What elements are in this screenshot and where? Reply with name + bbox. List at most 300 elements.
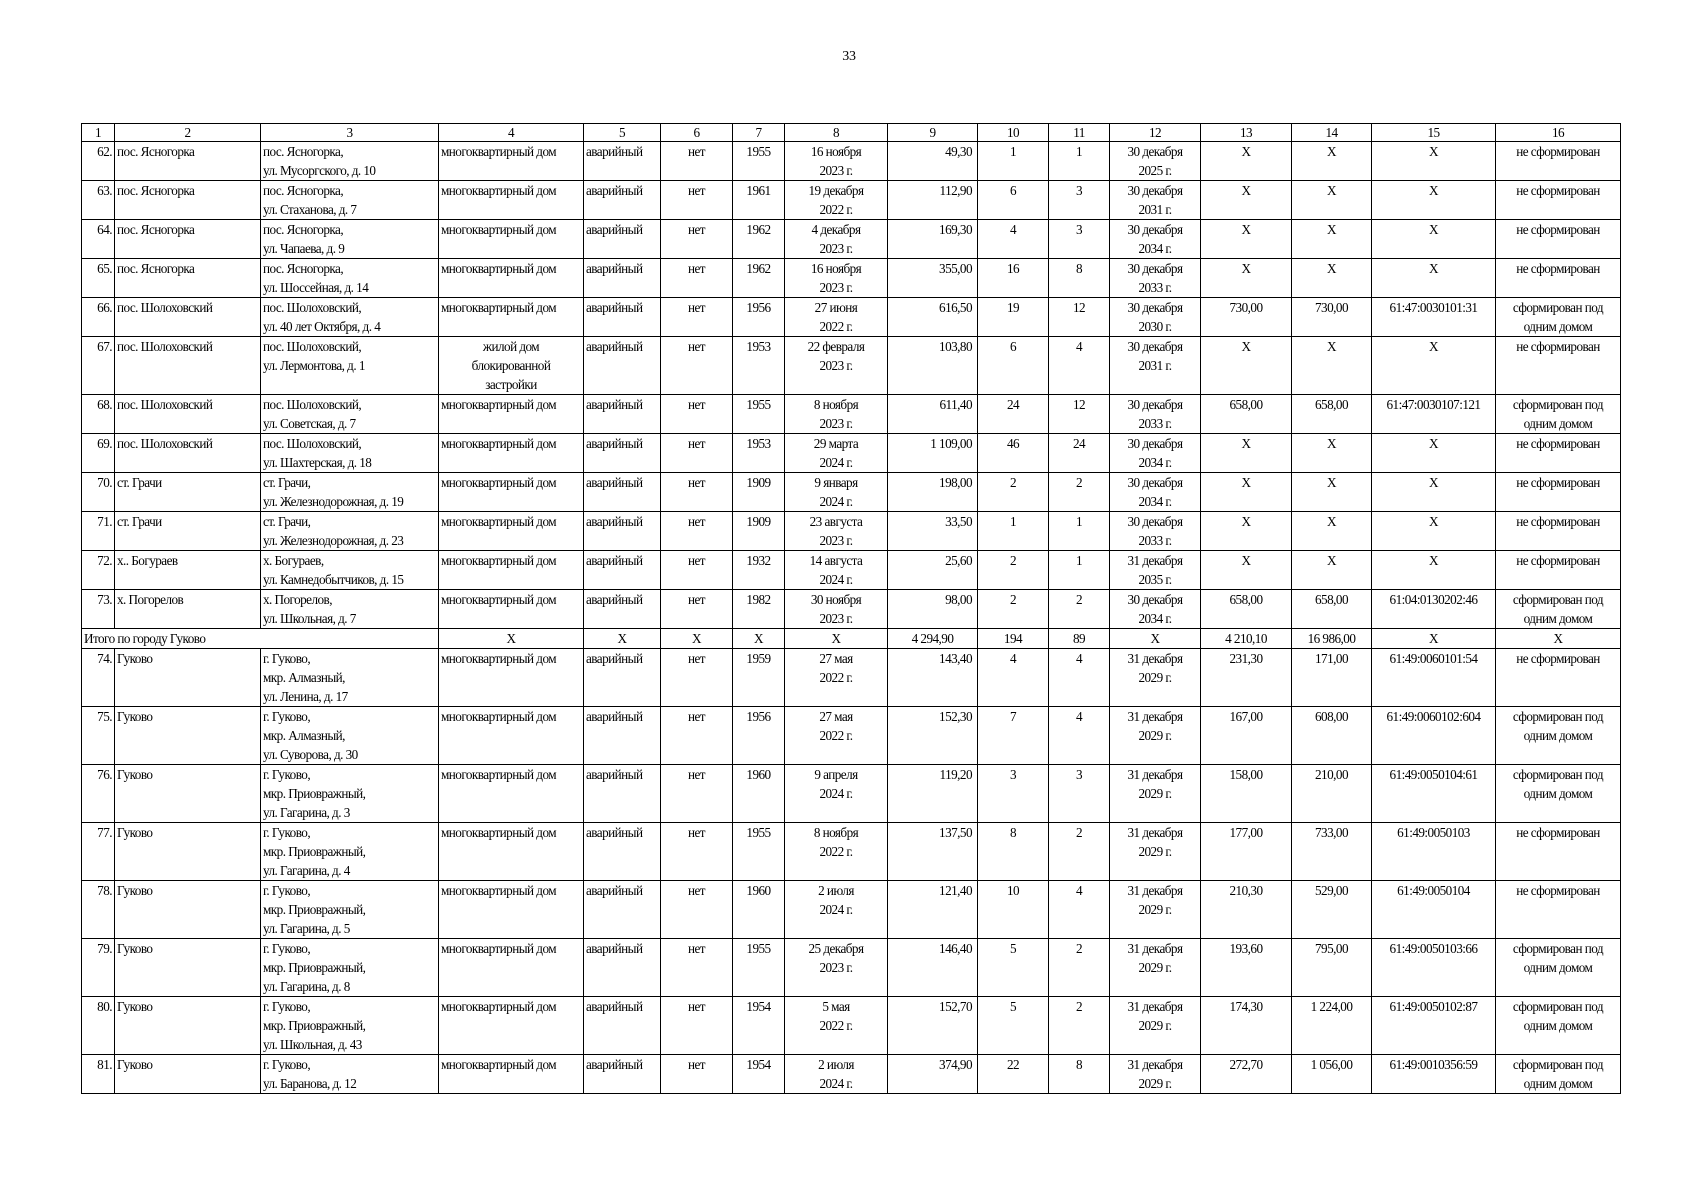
recognition-date-cell-line: 27 мая (819, 651, 853, 666)
column-14-cell: 171,00 (1292, 649, 1372, 707)
table-row (82, 298, 1621, 337)
column-11-cell: 4 (1049, 881, 1110, 939)
area-cell: 611,40 (888, 395, 978, 434)
resettlement-deadline-cell-line: 2031 г. (1138, 202, 1172, 217)
address-cell (261, 939, 439, 997)
column-number-cell: 11 (1049, 124, 1110, 142)
table-row (82, 590, 1621, 629)
column-number-cell: 9 (888, 124, 978, 142)
recognition-date-cell-line: 2024 г. (819, 494, 853, 509)
land-plot-status-cell (1496, 337, 1621, 395)
table-row (82, 823, 1621, 881)
resettlement-deadline-cell (1110, 259, 1201, 298)
recognition-date-cell (785, 997, 888, 1055)
address-cell-line: ул. Лермонтова, д. 1 (263, 358, 365, 373)
column-13-cell: X (1201, 181, 1292, 220)
resettlement-deadline-cell-line: 30 декабря (1127, 514, 1183, 529)
land-plot-status-cell-line: не сформирован (1516, 183, 1600, 198)
column-11-cell: 8 (1049, 259, 1110, 298)
table-row (82, 259, 1621, 298)
locality-cell: ст. Грачи (115, 512, 261, 551)
address-cell (261, 142, 439, 181)
locality-cell: Гуково (115, 881, 261, 939)
building-type-cell-line: многоквартирный дом (441, 592, 557, 607)
column-14-cell: 658,00 (1292, 590, 1372, 629)
recognition-date-cell-line: 2 июля (818, 1057, 854, 1072)
locality-cell: Гуково (115, 1055, 261, 1094)
column-6-cell: нет (661, 1055, 733, 1094)
recognition-date-cell (785, 259, 888, 298)
column-14-cell: X (1292, 142, 1372, 181)
column-10-cell: 6 (978, 181, 1049, 220)
recognition-date-cell (785, 220, 888, 259)
building-type-cell-line: многоквартирный дом (441, 1057, 557, 1072)
land-plot-status-cell-line: сформирован под (1512, 1057, 1604, 1072)
land-plot-status-cell-line: одним домом (1523, 960, 1593, 975)
recognition-date-cell (785, 298, 888, 337)
locality-cell: пос. Ясногорка (115, 142, 261, 181)
column-14-cell: 1 224,00 (1292, 997, 1372, 1055)
locality-cell: Гуково (115, 997, 261, 1055)
resettlement-deadline-cell-line: 30 декабря (1127, 339, 1183, 354)
address-cell (261, 473, 439, 512)
column-10-cell: 5 (978, 997, 1049, 1055)
building-type-cell-line: многоквартирный дом (441, 709, 557, 724)
column-6-cell: нет (661, 142, 733, 181)
column-13-cell: X (1201, 259, 1292, 298)
column-6-cell: нет (661, 707, 733, 765)
table-row (82, 1055, 1621, 1094)
column-14-cell: 658,00 (1292, 395, 1372, 434)
address-cell (261, 649, 439, 707)
resettlement-deadline-cell-line: 31 декабря (1127, 651, 1183, 666)
column-14-cell: X (1292, 181, 1372, 220)
building-type-cell-line: многоквартирный дом (441, 397, 557, 412)
column-10-cell: 4 (978, 220, 1049, 259)
address-cell-line: ул. Шахтерская, д. 18 (263, 455, 372, 470)
land-plot-status-cell (1496, 434, 1621, 473)
address-cell (261, 259, 439, 298)
condition-status-cell: аварийный (584, 881, 661, 939)
column-6-cell: нет (661, 337, 733, 395)
recognition-date-cell (785, 707, 888, 765)
address-cell-line: ст. Грачи, (263, 475, 311, 490)
row-number-cell: 70. (82, 473, 115, 512)
locality-cell: х. Погорелов (115, 590, 261, 629)
recognition-date-cell (785, 551, 888, 590)
resettlement-deadline-cell (1110, 881, 1201, 939)
column-13-cell: X (1201, 434, 1292, 473)
resettlement-deadline-cell-line: 2031 г. (1138, 358, 1172, 373)
area-cell: 103,80 (888, 337, 978, 395)
address-cell (261, 765, 439, 823)
building-type-cell (439, 881, 584, 939)
recognition-date-cell (785, 765, 888, 823)
row-number-cell: 69. (82, 434, 115, 473)
column-6-cell: нет (661, 765, 733, 823)
address-cell-line: мкр. Приовражный, (263, 1018, 366, 1033)
resettlement-deadline-cell-line: 2029 г. (1138, 1018, 1172, 1033)
land-plot-status-cell (1496, 707, 1621, 765)
locality-cell: пос. Шолоховский (115, 395, 261, 434)
land-plot-status-cell (1496, 298, 1621, 337)
resettlement-deadline-cell-line: 2029 г. (1138, 902, 1172, 917)
recognition-date-cell (785, 473, 888, 512)
address-cell (261, 590, 439, 629)
condition-status-cell: аварийный (584, 434, 661, 473)
resettlement-deadline-cell-line: 2029 г. (1138, 960, 1172, 975)
row-number-cell: 63. (82, 181, 115, 220)
recognition-date-cell (785, 939, 888, 997)
cadastral-number-cell: X (1372, 259, 1496, 298)
column-number-cell: 7 (733, 124, 785, 142)
building-type-cell-line: многоквартирный дом (441, 475, 557, 490)
address-cell-line: пос. Шолоховский, (263, 339, 362, 354)
resettlement-deadline-cell-line: 30 декабря (1127, 144, 1183, 159)
condition-status-cell: аварийный (584, 395, 661, 434)
resettlement-deadline-cell-line: 30 декабря (1127, 475, 1183, 490)
address-cell-line: ул. Гагарина, д. 5 (263, 921, 350, 936)
resettlement-deadline-cell-line: 2029 г. (1138, 844, 1172, 859)
area-cell: 355,00 (888, 259, 978, 298)
recognition-date-cell-line: 2023 г. (819, 358, 853, 373)
subtotal-cell: X (439, 629, 584, 649)
address-cell-line: ул. Школьная, д. 7 (263, 611, 356, 626)
column-number-cell: 13 (1201, 124, 1292, 142)
column-13-cell: 658,00 (1201, 395, 1292, 434)
land-plot-status-cell-line: одним домом (1523, 416, 1593, 431)
table-row (82, 512, 1621, 551)
land-plot-status-cell-line: одним домом (1523, 1076, 1593, 1091)
condition-status-cell: аварийный (584, 707, 661, 765)
subtotal-cell: X (661, 629, 733, 649)
construction-year-cell: 1956 (733, 298, 785, 337)
column-10-cell: 1 (978, 142, 1049, 181)
resettlement-deadline-cell-line: 30 декабря (1127, 436, 1183, 451)
building-type-cell-line: застройки (485, 377, 537, 392)
resettlement-deadline-cell (1110, 765, 1201, 823)
column-13-cell: 658,00 (1201, 590, 1292, 629)
locality-cell: Гуково (115, 823, 261, 881)
column-11-cell: 2 (1049, 590, 1110, 629)
address-cell-line: ул. Баранова, д. 12 (263, 1076, 357, 1091)
building-type-cell (439, 649, 584, 707)
column-6-cell: нет (661, 395, 733, 434)
building-type-cell (439, 765, 584, 823)
column-6-cell: нет (661, 823, 733, 881)
resettlement-deadline-cell-line: 2029 г. (1138, 728, 1172, 743)
building-type-cell (439, 142, 584, 181)
column-10-cell: 7 (978, 707, 1049, 765)
recognition-date-cell-line: 2022 г. (819, 1018, 853, 1033)
land-plot-status-cell-line: сформирован под (1512, 397, 1604, 412)
address-cell-line: ул. Мусоргского, д. 10 (263, 163, 376, 178)
land-plot-status-cell-line: не сформирован (1516, 883, 1600, 898)
column-13-cell: X (1201, 337, 1292, 395)
column-11-cell: 2 (1049, 823, 1110, 881)
recognition-date-cell-line: 8 ноября (813, 825, 859, 840)
recognition-date-cell-line: 2023 г. (819, 416, 853, 431)
construction-year-cell: 1953 (733, 434, 785, 473)
area-cell: 169,30 (888, 220, 978, 259)
resettlement-deadline-cell (1110, 298, 1201, 337)
condition-status-cell: аварийный (584, 220, 661, 259)
area-cell: 112,90 (888, 181, 978, 220)
column-10-cell: 2 (978, 473, 1049, 512)
column-11-cell: 3 (1049, 181, 1110, 220)
land-plot-status-cell (1496, 551, 1621, 590)
resettlement-deadline-cell-line: 31 декабря (1127, 767, 1183, 782)
building-type-cell (439, 997, 584, 1055)
resettlement-deadline-cell-line: 2030 г. (1138, 319, 1172, 334)
land-plot-status-cell-line: сформирован под (1512, 767, 1604, 782)
recognition-date-cell (785, 395, 888, 434)
row-number-cell: 80. (82, 997, 115, 1055)
construction-year-cell: 1962 (733, 220, 785, 259)
resettlement-deadline-cell-line: 30 декабря (1127, 300, 1183, 315)
recognition-date-cell (785, 181, 888, 220)
recognition-date-cell-line: 2024 г. (819, 572, 853, 587)
address-cell (261, 823, 439, 881)
column-14-cell: X (1292, 337, 1372, 395)
column-6-cell: нет (661, 590, 733, 629)
cadastral-number-cell: 61:47:0030107:121 (1372, 395, 1496, 434)
column-14-cell: X (1292, 512, 1372, 551)
column-13-cell: X (1201, 220, 1292, 259)
building-type-cell-line: многоквартирный дом (441, 883, 557, 898)
address-cell-line: пос. Шолоховский, (263, 436, 362, 451)
column-6-cell: нет (661, 939, 733, 997)
column-14-cell: X (1292, 259, 1372, 298)
column-14-cell: X (1292, 220, 1372, 259)
address-cell (261, 220, 439, 259)
address-cell-line: ул. Гагарина, д. 4 (263, 863, 350, 878)
area-cell: 25,60 (888, 551, 978, 590)
address-cell-line: г. Гуково, (263, 825, 311, 840)
address-cell (261, 298, 439, 337)
address-cell (261, 395, 439, 434)
column-13-cell: 210,30 (1201, 881, 1292, 939)
address-cell-line: г. Гуково, (263, 767, 311, 782)
area-cell: 98,00 (888, 590, 978, 629)
resettlement-deadline-cell-line: 2034 г. (1138, 494, 1172, 509)
address-cell-line: г. Гуково, (263, 1057, 311, 1072)
row-number-cell: 67. (82, 337, 115, 395)
locality-cell: х.. Богураев (115, 551, 261, 590)
construction-year-cell: 1961 (733, 181, 785, 220)
row-number-cell: 75. (82, 707, 115, 765)
land-plot-status-cell (1496, 649, 1621, 707)
condition-status-cell: аварийный (584, 997, 661, 1055)
land-plot-status-cell (1496, 1055, 1621, 1094)
column-11-cell: 1 (1049, 142, 1110, 181)
land-plot-status-cell (1496, 590, 1621, 629)
column-13-cell: 167,00 (1201, 707, 1292, 765)
construction-year-cell: 1959 (733, 649, 785, 707)
column-number-cell: 14 (1292, 124, 1372, 142)
land-plot-status-cell (1496, 512, 1621, 551)
resettlement-deadline-cell (1110, 512, 1201, 551)
column-13-cell: X (1201, 473, 1292, 512)
column-11-cell: 1 (1049, 512, 1110, 551)
locality-cell: пос. Шолоховский (115, 337, 261, 395)
address-cell-line: пос. Шолоховский, (263, 300, 362, 315)
construction-year-cell: 1956 (733, 707, 785, 765)
land-plot-status-cell (1496, 181, 1621, 220)
subtotal-label: Итого по городу Гуково (82, 629, 439, 649)
resettlement-deadline-cell-line: 31 декабря (1127, 999, 1183, 1014)
column-13-cell: 177,00 (1201, 823, 1292, 881)
recognition-date-cell (785, 881, 888, 939)
column-11-cell: 12 (1049, 395, 1110, 434)
building-type-cell (439, 590, 584, 629)
land-plot-status-cell (1496, 997, 1621, 1055)
land-plot-status-cell (1496, 259, 1621, 298)
row-number-cell: 68. (82, 395, 115, 434)
building-type-cell (439, 181, 584, 220)
construction-year-cell: 1962 (733, 259, 785, 298)
construction-year-cell: 1909 (733, 512, 785, 551)
resettlement-deadline-cell (1110, 707, 1201, 765)
land-plot-status-cell-line: сформирован под (1512, 300, 1604, 315)
recognition-date-cell (785, 512, 888, 551)
building-type-cell-line: жилой дом (482, 339, 540, 354)
subtotal-cell: 4 210,10 (1201, 629, 1292, 649)
area-cell: 33,50 (888, 512, 978, 551)
table-row (82, 220, 1621, 259)
column-10-cell: 5 (978, 939, 1049, 997)
address-cell-line: ул. Чапаева, д. 9 (263, 241, 345, 256)
address-cell-line: мкр. Приовражный, (263, 902, 366, 917)
column-number-cell: 2 (115, 124, 261, 142)
column-14-cell: 210,00 (1292, 765, 1372, 823)
construction-year-cell: 1953 (733, 337, 785, 395)
building-type-cell (439, 434, 584, 473)
column-14-cell: X (1292, 473, 1372, 512)
row-number-cell: 72. (82, 551, 115, 590)
table-row (82, 551, 1621, 590)
column-number-cell: 5 (584, 124, 661, 142)
resettlement-deadline-cell-line: 2029 г. (1138, 670, 1172, 685)
recognition-date-cell-line: 2024 г. (819, 455, 853, 470)
resettlement-deadline-cell (1110, 939, 1201, 997)
construction-year-cell: 1955 (733, 939, 785, 997)
land-plot-status-cell-line: не сформирован (1516, 222, 1600, 237)
column-13-cell: X (1201, 551, 1292, 590)
subtotal-cell: 4 294,90 (888, 629, 978, 649)
column-11-cell: 4 (1049, 649, 1110, 707)
cadastral-number-cell: 61:49:0050103 (1372, 823, 1496, 881)
building-type-cell-line: многоквартирный дом (441, 261, 557, 276)
land-plot-status-cell (1496, 395, 1621, 434)
cadastral-number-cell: X (1372, 512, 1496, 551)
address-cell (261, 337, 439, 395)
address-cell (261, 512, 439, 551)
column-11-cell: 24 (1049, 434, 1110, 473)
address-cell-line: ул. Шоссейная, д. 14 (263, 280, 369, 295)
subtotal-row (82, 629, 1621, 649)
recognition-date-cell-line: 27 июня (814, 300, 858, 315)
table-row (82, 939, 1621, 997)
area-cell: 616,50 (888, 298, 978, 337)
resettlement-deadline-cell (1110, 649, 1201, 707)
column-14-cell: 1 056,00 (1292, 1055, 1372, 1094)
resettlement-deadline-cell (1110, 395, 1201, 434)
column-6-cell: нет (661, 551, 733, 590)
address-cell-line: мкр. Алмазный, (263, 728, 345, 743)
condition-status-cell: аварийный (584, 551, 661, 590)
land-plot-status-cell-line: сформирован под (1512, 999, 1604, 1014)
resettlement-deadline-cell (1110, 181, 1201, 220)
subtotal-cell: X (1496, 629, 1621, 649)
column-10-cell: 46 (978, 434, 1049, 473)
address-cell-line: г. Гуково, (263, 709, 311, 724)
building-type-cell (439, 473, 584, 512)
building-type-cell-line: многоквартирный дом (441, 436, 557, 451)
area-cell: 1 109,00 (888, 434, 978, 473)
land-plot-status-cell-line: не сформирован (1516, 339, 1600, 354)
land-plot-status-cell-line: одним домом (1523, 319, 1593, 334)
locality-cell: пос. Ясногорка (115, 220, 261, 259)
column-10-cell: 1 (978, 512, 1049, 551)
recognition-date-cell-line: 2024 г. (819, 786, 853, 801)
subtotal-cell: X (1110, 629, 1201, 649)
building-type-cell-line: многоквартирный дом (441, 514, 557, 529)
resettlement-deadline-cell-line: 30 декабря (1127, 222, 1183, 237)
column-6-cell: нет (661, 434, 733, 473)
address-cell (261, 1055, 439, 1094)
land-plot-status-cell-line: одним домом (1523, 786, 1593, 801)
recognition-date-cell-line: 2022 г. (819, 670, 853, 685)
recognition-date-cell-line: 2023 г. (819, 533, 853, 548)
cadastral-number-cell: X (1372, 181, 1496, 220)
area-cell: 143,40 (888, 649, 978, 707)
row-number-cell: 77. (82, 823, 115, 881)
subtotal-cell: 16 986,00 (1292, 629, 1372, 649)
column-11-cell: 3 (1049, 220, 1110, 259)
condition-status-cell: аварийный (584, 939, 661, 997)
building-type-cell (439, 337, 584, 395)
address-cell-line: ст. Грачи, (263, 514, 311, 529)
row-number-cell: 79. (82, 939, 115, 997)
condition-status-cell: аварийный (584, 649, 661, 707)
condition-status-cell: аварийный (584, 259, 661, 298)
construction-year-cell: 1960 (733, 765, 785, 823)
land-plot-status-cell-line: сформирован под (1512, 709, 1604, 724)
row-number-cell: 81. (82, 1055, 115, 1094)
row-number-cell: 65. (82, 259, 115, 298)
recognition-date-cell-line: 2024 г. (819, 1076, 853, 1091)
recognition-date-cell-line: 2023 г. (819, 163, 853, 178)
column-10-cell: 10 (978, 881, 1049, 939)
column-6-cell: нет (661, 220, 733, 259)
land-plot-status-cell-line: не сформирован (1516, 514, 1600, 529)
column-14-cell: 608,00 (1292, 707, 1372, 765)
recognition-date-cell-line: 4 декабря (811, 222, 861, 237)
table-row (82, 181, 1621, 220)
resettlement-deadline-cell-line: 30 декабря (1127, 261, 1183, 276)
recognition-date-cell-line: 27 мая (819, 709, 853, 724)
condition-status-cell: аварийный (584, 298, 661, 337)
column-10-cell: 22 (978, 1055, 1049, 1094)
address-cell-line: пос. Ясногорка, (263, 222, 344, 237)
land-plot-status-cell-line: не сформирован (1516, 261, 1600, 276)
land-plot-status-cell-line: не сформирован (1516, 825, 1600, 840)
condition-status-cell: аварийный (584, 1055, 661, 1094)
subtotal-cell: X (584, 629, 661, 649)
table-row (82, 473, 1621, 512)
land-plot-status-cell (1496, 142, 1621, 181)
